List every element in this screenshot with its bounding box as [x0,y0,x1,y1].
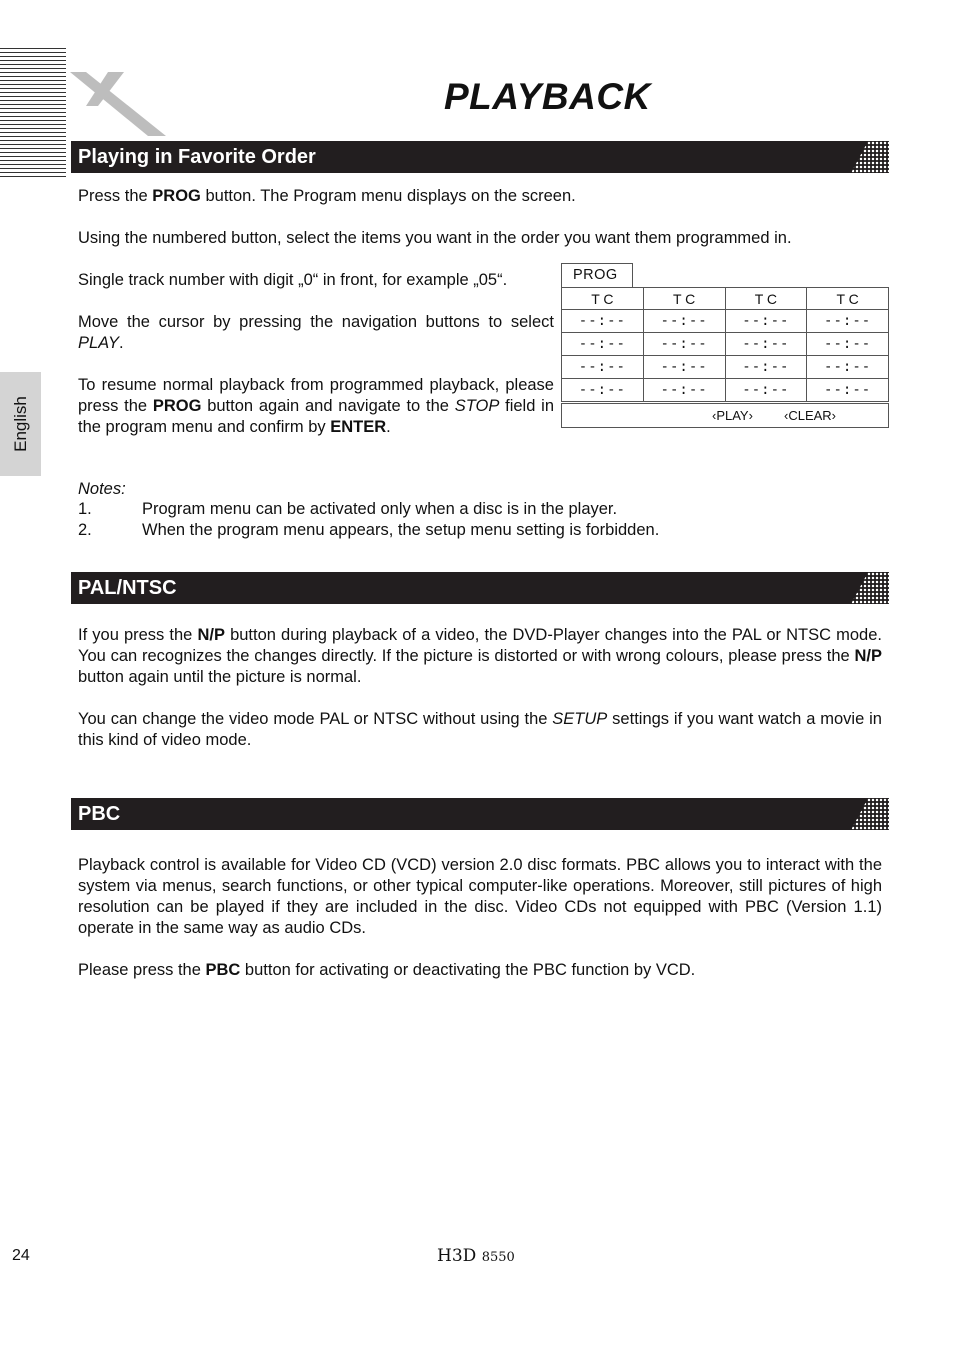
grid-cell: --:-- [562,356,644,379]
paragraph: To resume normal playback from programmed playback, please press the PROG button again and navigate to the STOP field in the program menu and confirm by ENTER. [78,376,554,436]
language-tab-label: English [10,396,30,452]
grid-cell: --:-- [562,379,644,402]
play-label: ‹PLAY› [712,408,753,423]
section-heading: PAL/NTSC [78,577,177,599]
grid-cell: --:-- [725,356,807,379]
x-logo [68,66,168,138]
brand-logo: H3D 8550 [437,1246,515,1266]
grid-cell: --:-- [725,379,807,402]
note-text: Program menu can be activated only when a disc is in the player. [142,500,618,518]
grid-cell: --:-- [807,310,889,333]
paragraph: Using the numbered button, select the items you want in the order you want them programmed in. [78,229,792,247]
paragraph: Press the PROG button. The Program menu displays on the screen. [78,187,576,205]
note-number: 1. [78,500,92,518]
dotted-pattern [851,572,889,604]
column-header: T C [643,288,725,310]
note-text: When the program menu appears, the setup menu setting is forbidden. [142,521,660,539]
section-heading-bar [71,572,889,604]
grid-cell: --:-- [643,310,725,333]
paragraph: Move the cursor by pressing the navigation buttons to select PLAY. [78,313,554,352]
section-heading: Playing in Favorite Order [78,146,316,168]
section-heading-bar [71,798,889,830]
program-menu-illustration [561,263,889,428]
note-number: 2. [78,521,92,539]
program-grid [561,287,889,402]
page-title: PLAYBACK [444,76,651,117]
decorative-stripes [0,48,66,178]
notes-label: Notes: [78,480,126,498]
page-number: 24 [12,1247,30,1264]
prog-footer [561,403,889,428]
clear-label: ‹CLEAR› [784,408,837,423]
column-header: T C [807,288,889,310]
grid-cell: --:-- [562,333,644,356]
section-heading-bar [71,141,889,173]
grid-cell: --:-- [725,333,807,356]
grid-cell: --:-- [643,333,725,356]
grid-cell: --:-- [725,310,807,333]
grid-cell: --:-- [807,333,889,356]
column-header: T C [725,288,807,310]
language-tab [0,372,41,476]
paragraph: Playback control is available for Video CD (VCD) version 2.0 disc formats. PBC allows you to interact with the system via menus, search functions, or other typical computer-like operations. Moreover, still pictures of high resolution can be played if they are included in the disc. Video CDs not equipped with PBC (Version 1.1) operate in the same way as audio CDs. [78,856,882,937]
column-header: T C [562,288,644,310]
dotted-pattern [851,141,889,173]
paragraph: Please press the PBC button for activating or deactivating the PBC function by VCD. [78,961,696,979]
grid-cell: --:-- [643,379,725,402]
prog-tab: PROG [561,263,633,287]
grid-cell: --:-- [807,379,889,402]
paragraph: You can change the video mode PAL or NTSC without using the SETUP settings if you want watch a movie in this kind of video mode. [78,710,882,749]
paragraph: If you press the N/P button during playback of a video, the DVD-Player changes into the PAL or NTSC mode. You can recognizes the changes directly. If the picture is distorted or with wrong colours, please press the N/P button again until the picture is normal. [78,626,882,686]
grid-cell: --:-- [562,310,644,333]
grid-cell: --:-- [807,356,889,379]
dotted-pattern [851,798,889,830]
paragraph: Single track number with digit „0“ in front, for example „05“. [78,271,508,289]
section-heading: PBC [78,803,121,825]
grid-cell: --:-- [643,356,725,379]
